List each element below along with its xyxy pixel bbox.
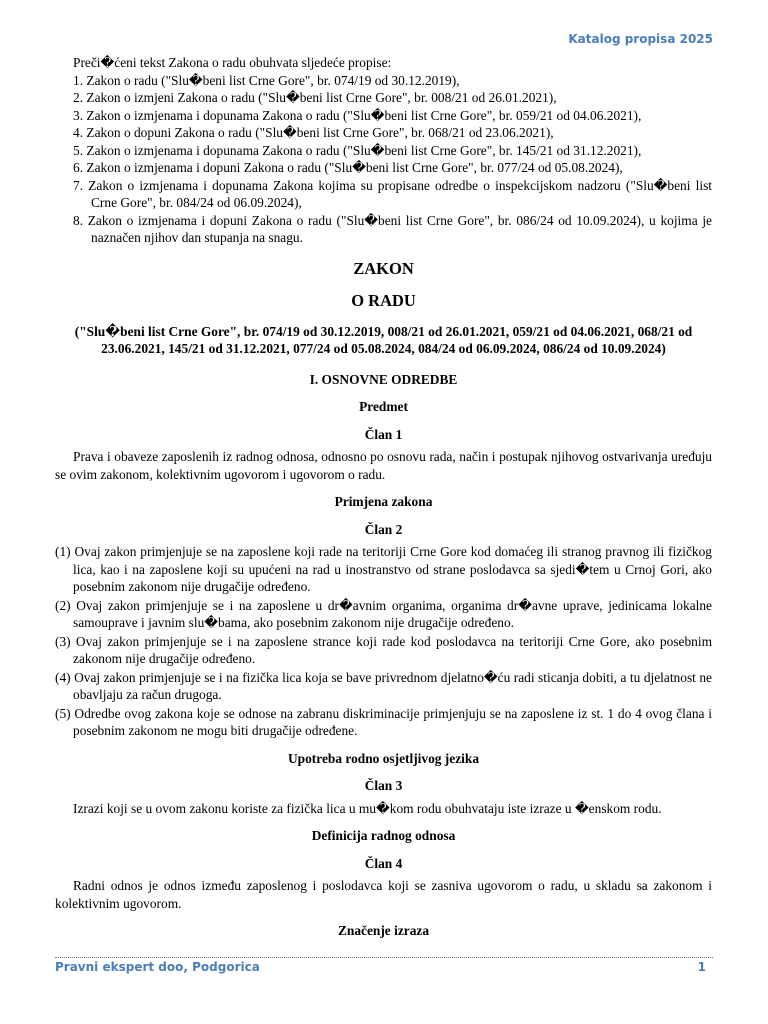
footer-divider — [55, 957, 713, 958]
page-number: 1 — [697, 960, 706, 974]
catalog-header: Katalog propisa 2025 — [568, 32, 713, 46]
preamble-item: 4. Zakon o dopuni Zakona o radu ("Slu�beni list Crne Gore", br. 068/21 od 23.06.2021), — [73, 125, 554, 140]
law-title: ZAKON — [353, 258, 414, 278]
preamble-item: 5. Zakon o izmjenama i dopunama Zakona o radu ("Slu�beni list Crne Gore", br. 145/21 od 31.12.2021), — [73, 142, 642, 158]
chapter-title: I. OSNOVNE ODREDBE — [309, 371, 458, 387]
preamble-item: 6. Zakon o izmjenama i dopuni Zakona o radu ("Slu�beni list Crne Gore", br. 077/24 od 05.08.2024), — [73, 160, 623, 175]
article-4-heading: Član 4 — [364, 855, 403, 871]
footer-publisher: Pravni ekspert doo, Podgorica — [55, 960, 260, 974]
article-2-item: (4) Ovaj zakon primjenjuje se i na fizička lica koja se bave privrednom djelatno�ću radi sticanja dobiti, a tu djelatnost ne obavljaju za račun drugoga. — [55, 669, 712, 702]
section-predmet: Predmet — [359, 399, 408, 414]
article-4-text: Radni odnos je odnos između zaposlenog i poslodavca koji se zasniva ugovorom o radu, u skladu sa zakonom i kolektivnim ugovorom. — [55, 878, 712, 911]
preamble-item: 1. Zakon o radu ("Slu�beni list Crne Gore", br. 074/19 od 30.12.2019), — [73, 72, 460, 88]
section-znacenje: Značenje izraza — [337, 923, 430, 938]
article-3-heading: Član 3 — [364, 778, 403, 793]
article-1-heading: Član 1 — [364, 426, 403, 442]
article-2-item: (1) Ovaj zakon primjenjuje se na zaposlene koji rade na teritoriji Crne Gore kod domaćeg ili stranog pravnog ili fizičkog lica, kao i na zaposlene koji su upućeni na rad u inostranstvo od strane poslodavca sa sjedi�tem u Crnoj Gori, ako posebnim zakonom nije drugačije određeno. — [55, 544, 712, 594]
law-subtitle: O RADU — [351, 290, 416, 310]
section-definicija: Definicija radnog odnosa — [311, 828, 456, 843]
preamble-item: 7. Zakon o izmjenama i dopunama Zakona kojima su propisane odredbe o inspekcijskom nadzoru ("Slu�beni list Crne Gore", br. 084/24 od 06.09.2024), — [73, 177, 712, 210]
preamble-list — [55, 72, 712, 247]
article-2-list — [55, 543, 712, 740]
preamble-item: 8. Zakon o izmjenama i dopuni Zakona o radu ("Slu�beni list Crne Gore", br. 086/24 od 10.09.2024), u kojima je naznačen njihov dan stupanja na snagu. — [73, 212, 712, 245]
section-upotreba: Upotreba rodno osjetljivog jezika — [287, 750, 480, 766]
article-2-item: (5) Odredbe ovog zakona koje se odnose na zabranu diskriminacije primjenjuju se na zaposlene iz st. 1 do 4 ovog člana i posebnim zakonom ne mogu biti drugačije određene. — [55, 705, 712, 738]
article-2-item: (2) Ovaj zakon primjenjuje se i na zaposlene u dr�avnim organima, organima dr�avne uprave, jedinicama lokalne samouprave i javnim slu�bama, ako posebnim zakonom nije drugačije određeno. — [55, 597, 712, 630]
section-primjena: Primjena zakona — [334, 494, 433, 509]
document-body — [55, 54, 712, 940]
article-3-text: Izrazi koji se u ovom zakonu koriste za fizička lica u mu�kom rodu obuhvataju iste izraze u �enskom rodu. — [73, 800, 662, 816]
preamble-intro: Preči�ćeni tekst Zakona o radu obuhvata sljedeće propise: — [73, 55, 392, 70]
preamble-item: 2. Zakon o izmjeni Zakona o radu ("Slu�beni list Crne Gore", br. 008/21 od 26.01.2021), — [73, 90, 557, 105]
article-1-text: Prava i obaveze zaposlenih iz radnog odnosa, odnosno po osnovu rada, način i postupak njihovog ostvarivanja uređuju se ovim zakonom, kolektivnim ugovorom i ugovorom o radu. — [55, 449, 712, 482]
gazette-reference: ("Slu�beni list Crne Gore", br. 074/19 od 30.12.2019, 008/21 od 26.01.2021, 059/21 od 04.06.2021, 068/21 od 23.06.2021, 145/21 od 31.12.2021, 077/24 od 05.08.2024, 084/24 od 06.09.2024, 086/24 od 10.09.2024) — [74, 323, 693, 356]
article-2-heading: Član 2 — [364, 521, 403, 537]
preamble-item: 3. Zakon o izmjenama i dopunama Zakona o radu ("Slu�beni list Crne Gore", br. 059/21 od 04.06.2021), — [73, 107, 642, 123]
article-2-item: (3) Ovaj zakon primjenjuje se i na zaposlene strance koji rade kod poslodavca na teritoriji Crne Gore, ako posebnim zakonom nije drugačije određeno. — [55, 633, 712, 666]
